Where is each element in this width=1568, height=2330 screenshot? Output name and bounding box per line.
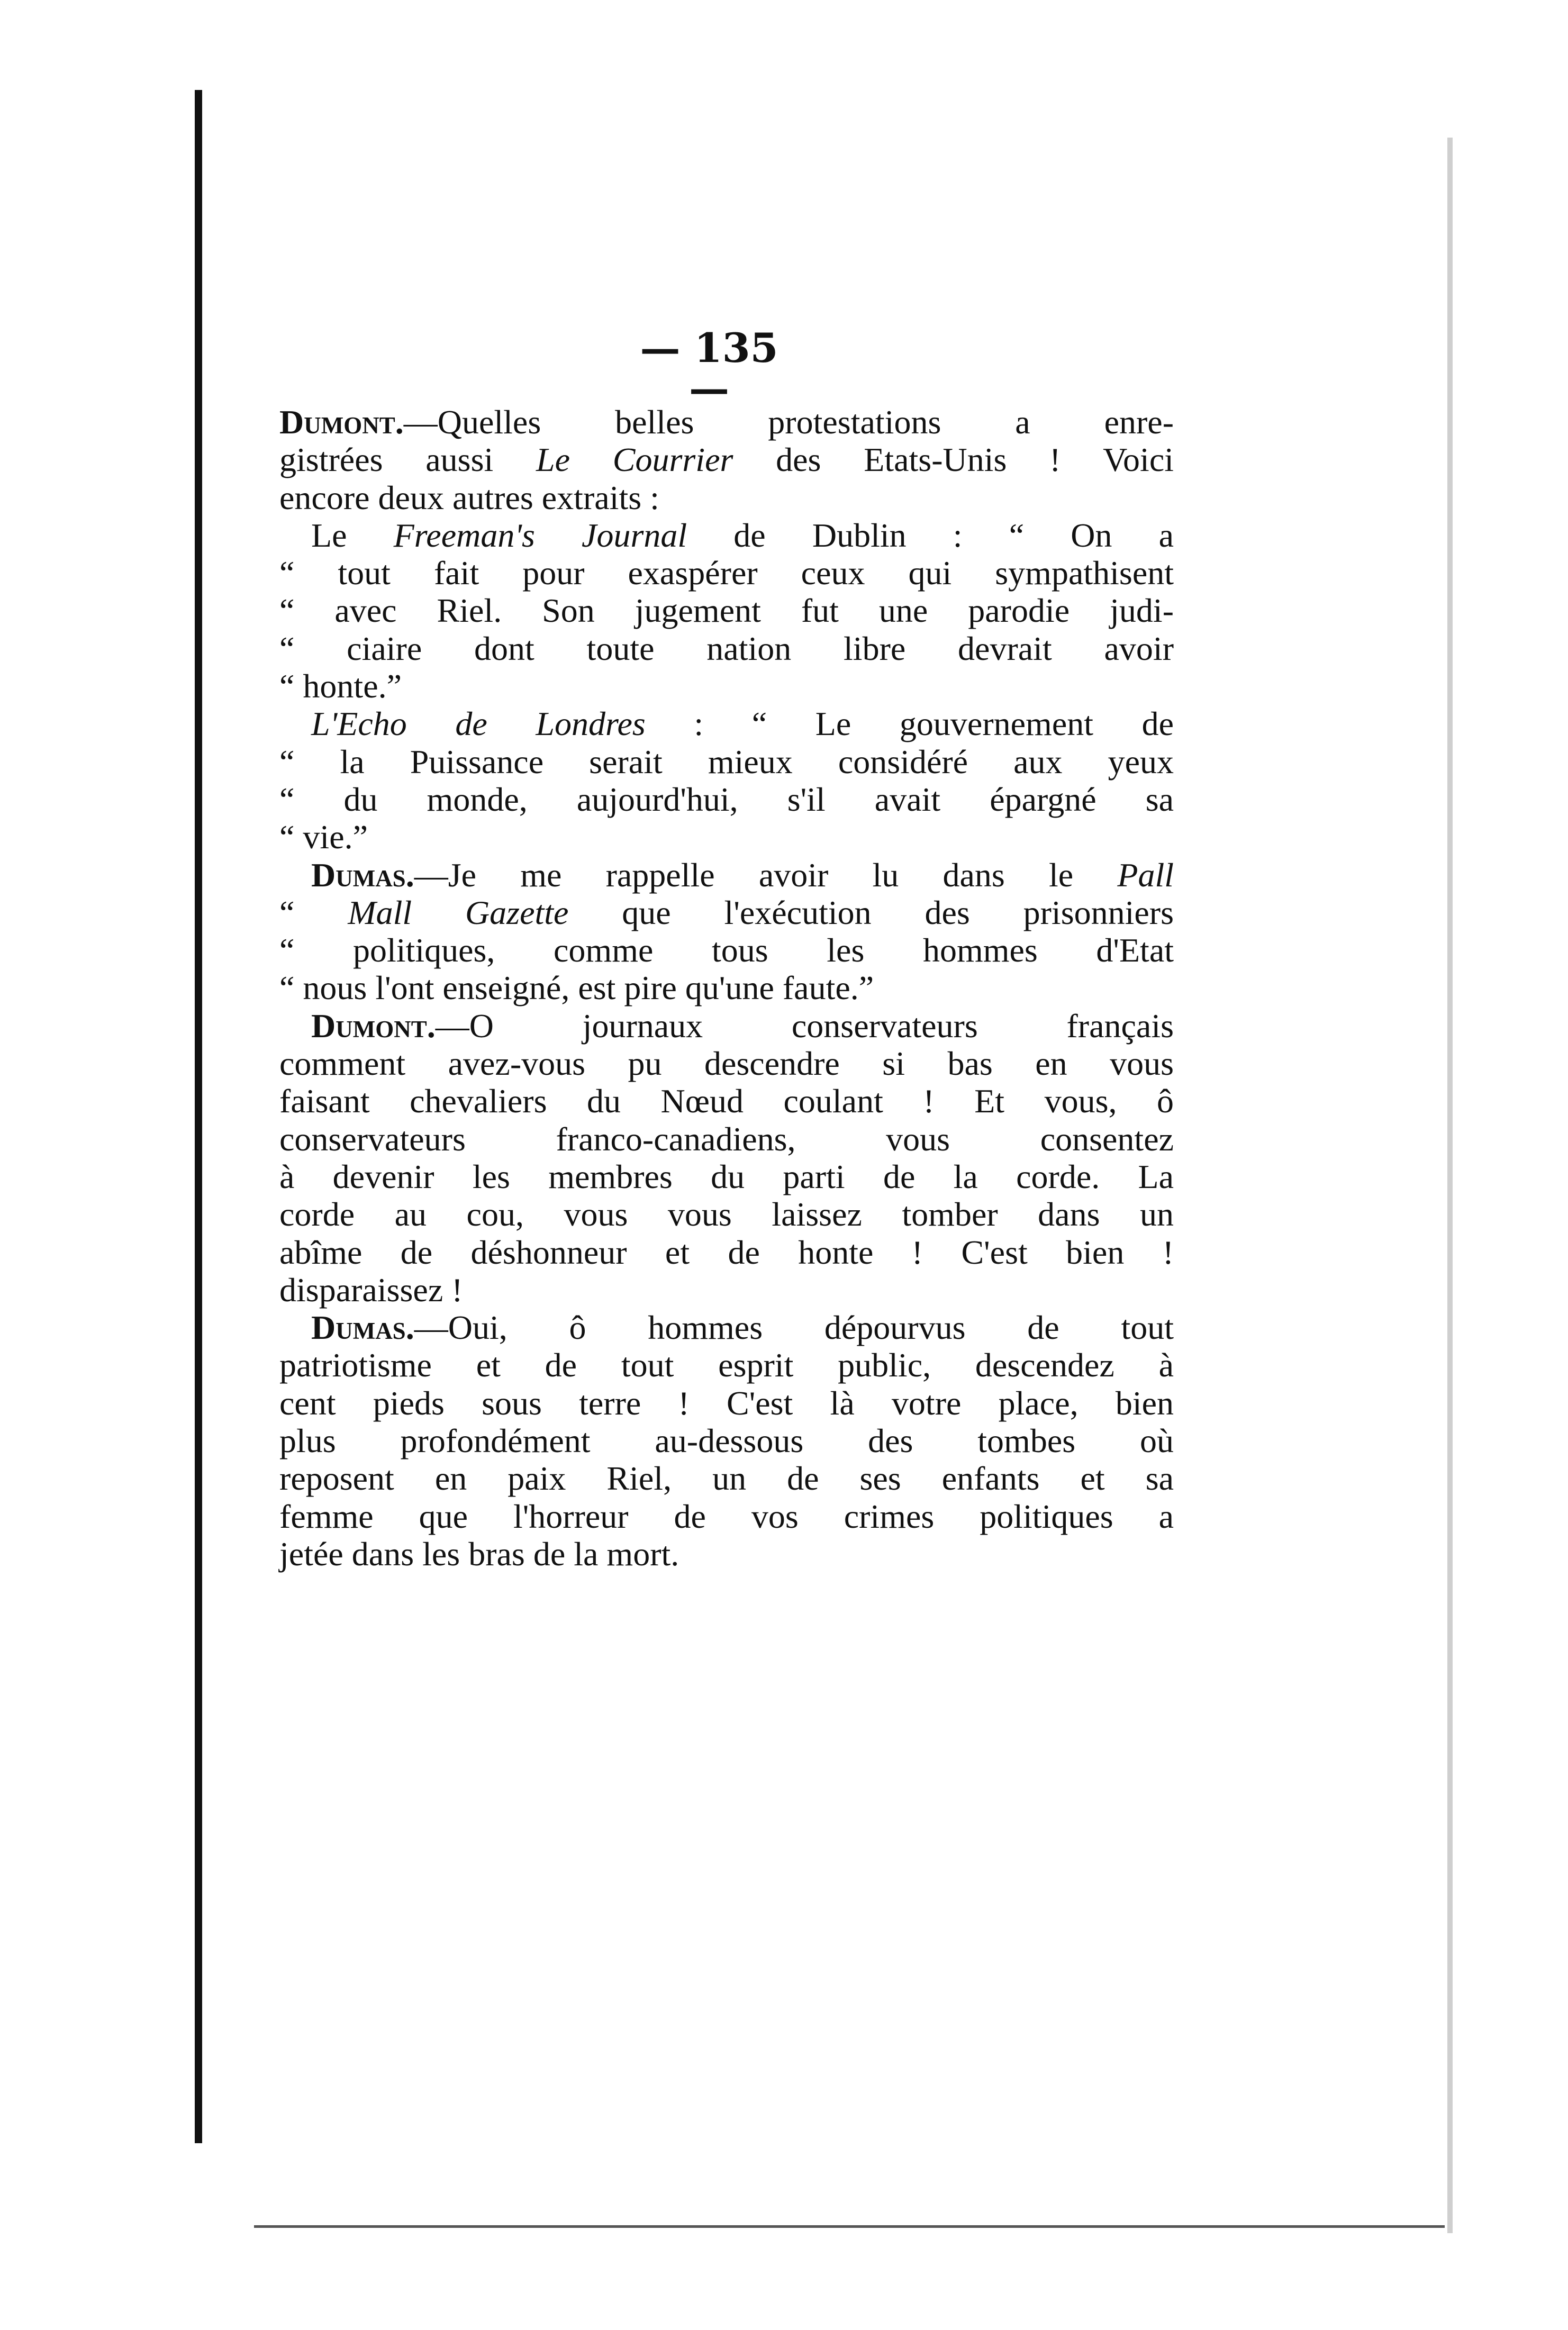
- text-line: [279, 969, 1174, 1007]
- text-line: [279, 781, 1174, 818]
- text-line: [279, 592, 1174, 629]
- text-line: [279, 894, 1174, 931]
- text-line: [279, 818, 1174, 856]
- page-edge: [1447, 138, 1453, 2233]
- speaker-name: Dumas.: [311, 1309, 414, 1347]
- text-run: encore deux autres extraits :: [279, 478, 659, 516]
- page-number: — 135 —: [640, 324, 778, 412]
- text-line: [279, 667, 1174, 705]
- text-run: conservateurs franco-canadiens, vous consentez: [279, 1120, 1174, 1158]
- text-run: “ politiques, comme tous les hommes d'Etat: [279, 931, 1174, 969]
- text-run: disparaissez !: [279, 1271, 463, 1309]
- text-run: —Je me rappelle avoir lu dans le: [414, 856, 1118, 894]
- text-line: [279, 856, 1174, 894]
- body-text: [279, 403, 1174, 1573]
- page-bottom-edge: [254, 2225, 1445, 2228]
- text-run: abîme de déshonneur et de honte ! C'est bien !: [279, 1233, 1174, 1271]
- text-line: [279, 705, 1174, 742]
- page-gutter-shadow: [195, 90, 202, 2143]
- text-run: Le: [311, 516, 394, 554]
- text-run: jetée dans les bras de la mort.: [279, 1535, 679, 1573]
- text-run: de Dublin : “ On a: [687, 516, 1174, 554]
- italic-title: L'Echo de Londres: [311, 705, 646, 743]
- text-line: [279, 1007, 1174, 1045]
- text-run: “ honte.”: [279, 667, 402, 705]
- text-run: —Oui, ô hommes dépourvus de tout: [414, 1309, 1174, 1347]
- text-line: [279, 1498, 1174, 1535]
- text-run: : “ Le gouvernement de: [645, 705, 1174, 743]
- speaker-name: Dumont.: [279, 403, 404, 441]
- text-line: [279, 479, 1174, 516]
- text-line: [279, 630, 1174, 667]
- text-line: [279, 441, 1174, 478]
- text-run: gistrées aussi: [279, 441, 537, 479]
- text-line: [279, 1309, 1174, 1346]
- text-line: [279, 1234, 1174, 1271]
- text-run: —O journaux conservateurs français: [435, 1007, 1174, 1045]
- italic-title: Le Courrier: [536, 441, 733, 479]
- text-run: patriotisme et de tout esprit public, descendez à: [279, 1346, 1174, 1384]
- text-run: plus profondément au-dessous des tombes où: [279, 1422, 1174, 1460]
- speaker-name: Dumont.: [311, 1007, 436, 1045]
- italic-title: Mall Gazette: [348, 893, 569, 931]
- text-line: [279, 743, 1174, 781]
- text-run: “ nous l'ont enseigné, est pire qu'une faute.”: [279, 969, 874, 1007]
- text-line: [279, 1422, 1174, 1459]
- text-line: [279, 516, 1174, 554]
- speaker-name: Dumas.: [311, 856, 414, 894]
- text-run: “ ciaire dont toute nation libre devrait avoir: [279, 629, 1174, 667]
- text-run: à devenir les membres du parti de la corde. La: [279, 1157, 1174, 1195]
- text-line: [279, 1384, 1174, 1422]
- text-line: [279, 1195, 1174, 1233]
- text-line: [279, 403, 1174, 441]
- text-line: [279, 1045, 1174, 1082]
- text-run: —Quelles belles protestations a enre-: [403, 403, 1174, 441]
- text-run: comment avez-vous pu descendre si bas en vous: [279, 1045, 1174, 1083]
- text-line: [279, 554, 1174, 592]
- text-line: [279, 931, 1174, 969]
- text-line: [279, 1158, 1174, 1195]
- italic-title: Freeman's Journal: [393, 516, 687, 554]
- text-run: “ du monde, aujourd'hui, s'il avait épargné sa: [279, 780, 1174, 818]
- text-run: reposent en paix Riel, un de ses enfants et sa: [279, 1459, 1174, 1498]
- text-line: [279, 1271, 1174, 1309]
- text-line: [279, 1459, 1174, 1497]
- text-run: que l'exécution des prisonniers: [568, 893, 1174, 931]
- text-run: des Etats-Unis ! Voici: [733, 441, 1174, 479]
- text-line: [279, 1346, 1174, 1384]
- text-run: “ tout fait pour exaspérer ceux qui sympathisent: [279, 554, 1174, 592]
- text-run: corde au cou, vous vous laissez tomber dans un: [279, 1195, 1174, 1234]
- text-run: cent pieds sous terre ! C'est là votre place, bien: [279, 1384, 1174, 1422]
- text-run: “ la Puissance serait mieux considéré aux yeux: [279, 742, 1174, 781]
- text-line: [279, 1535, 1174, 1573]
- italic-title: Pall: [1117, 856, 1174, 894]
- text-run: faisant chevaliers du Nœud coulant ! Et vous, ô: [279, 1082, 1174, 1120]
- text-line: [279, 1082, 1174, 1120]
- text-run: “ vie.”: [279, 818, 368, 856]
- text-line: [279, 1120, 1174, 1158]
- text-run: femme que l'horreur de vos crimes politiques a: [279, 1497, 1174, 1535]
- text-run: “: [279, 893, 348, 931]
- text-run: “ avec Riel. Son jugement fut une parodie judi-: [279, 592, 1174, 630]
